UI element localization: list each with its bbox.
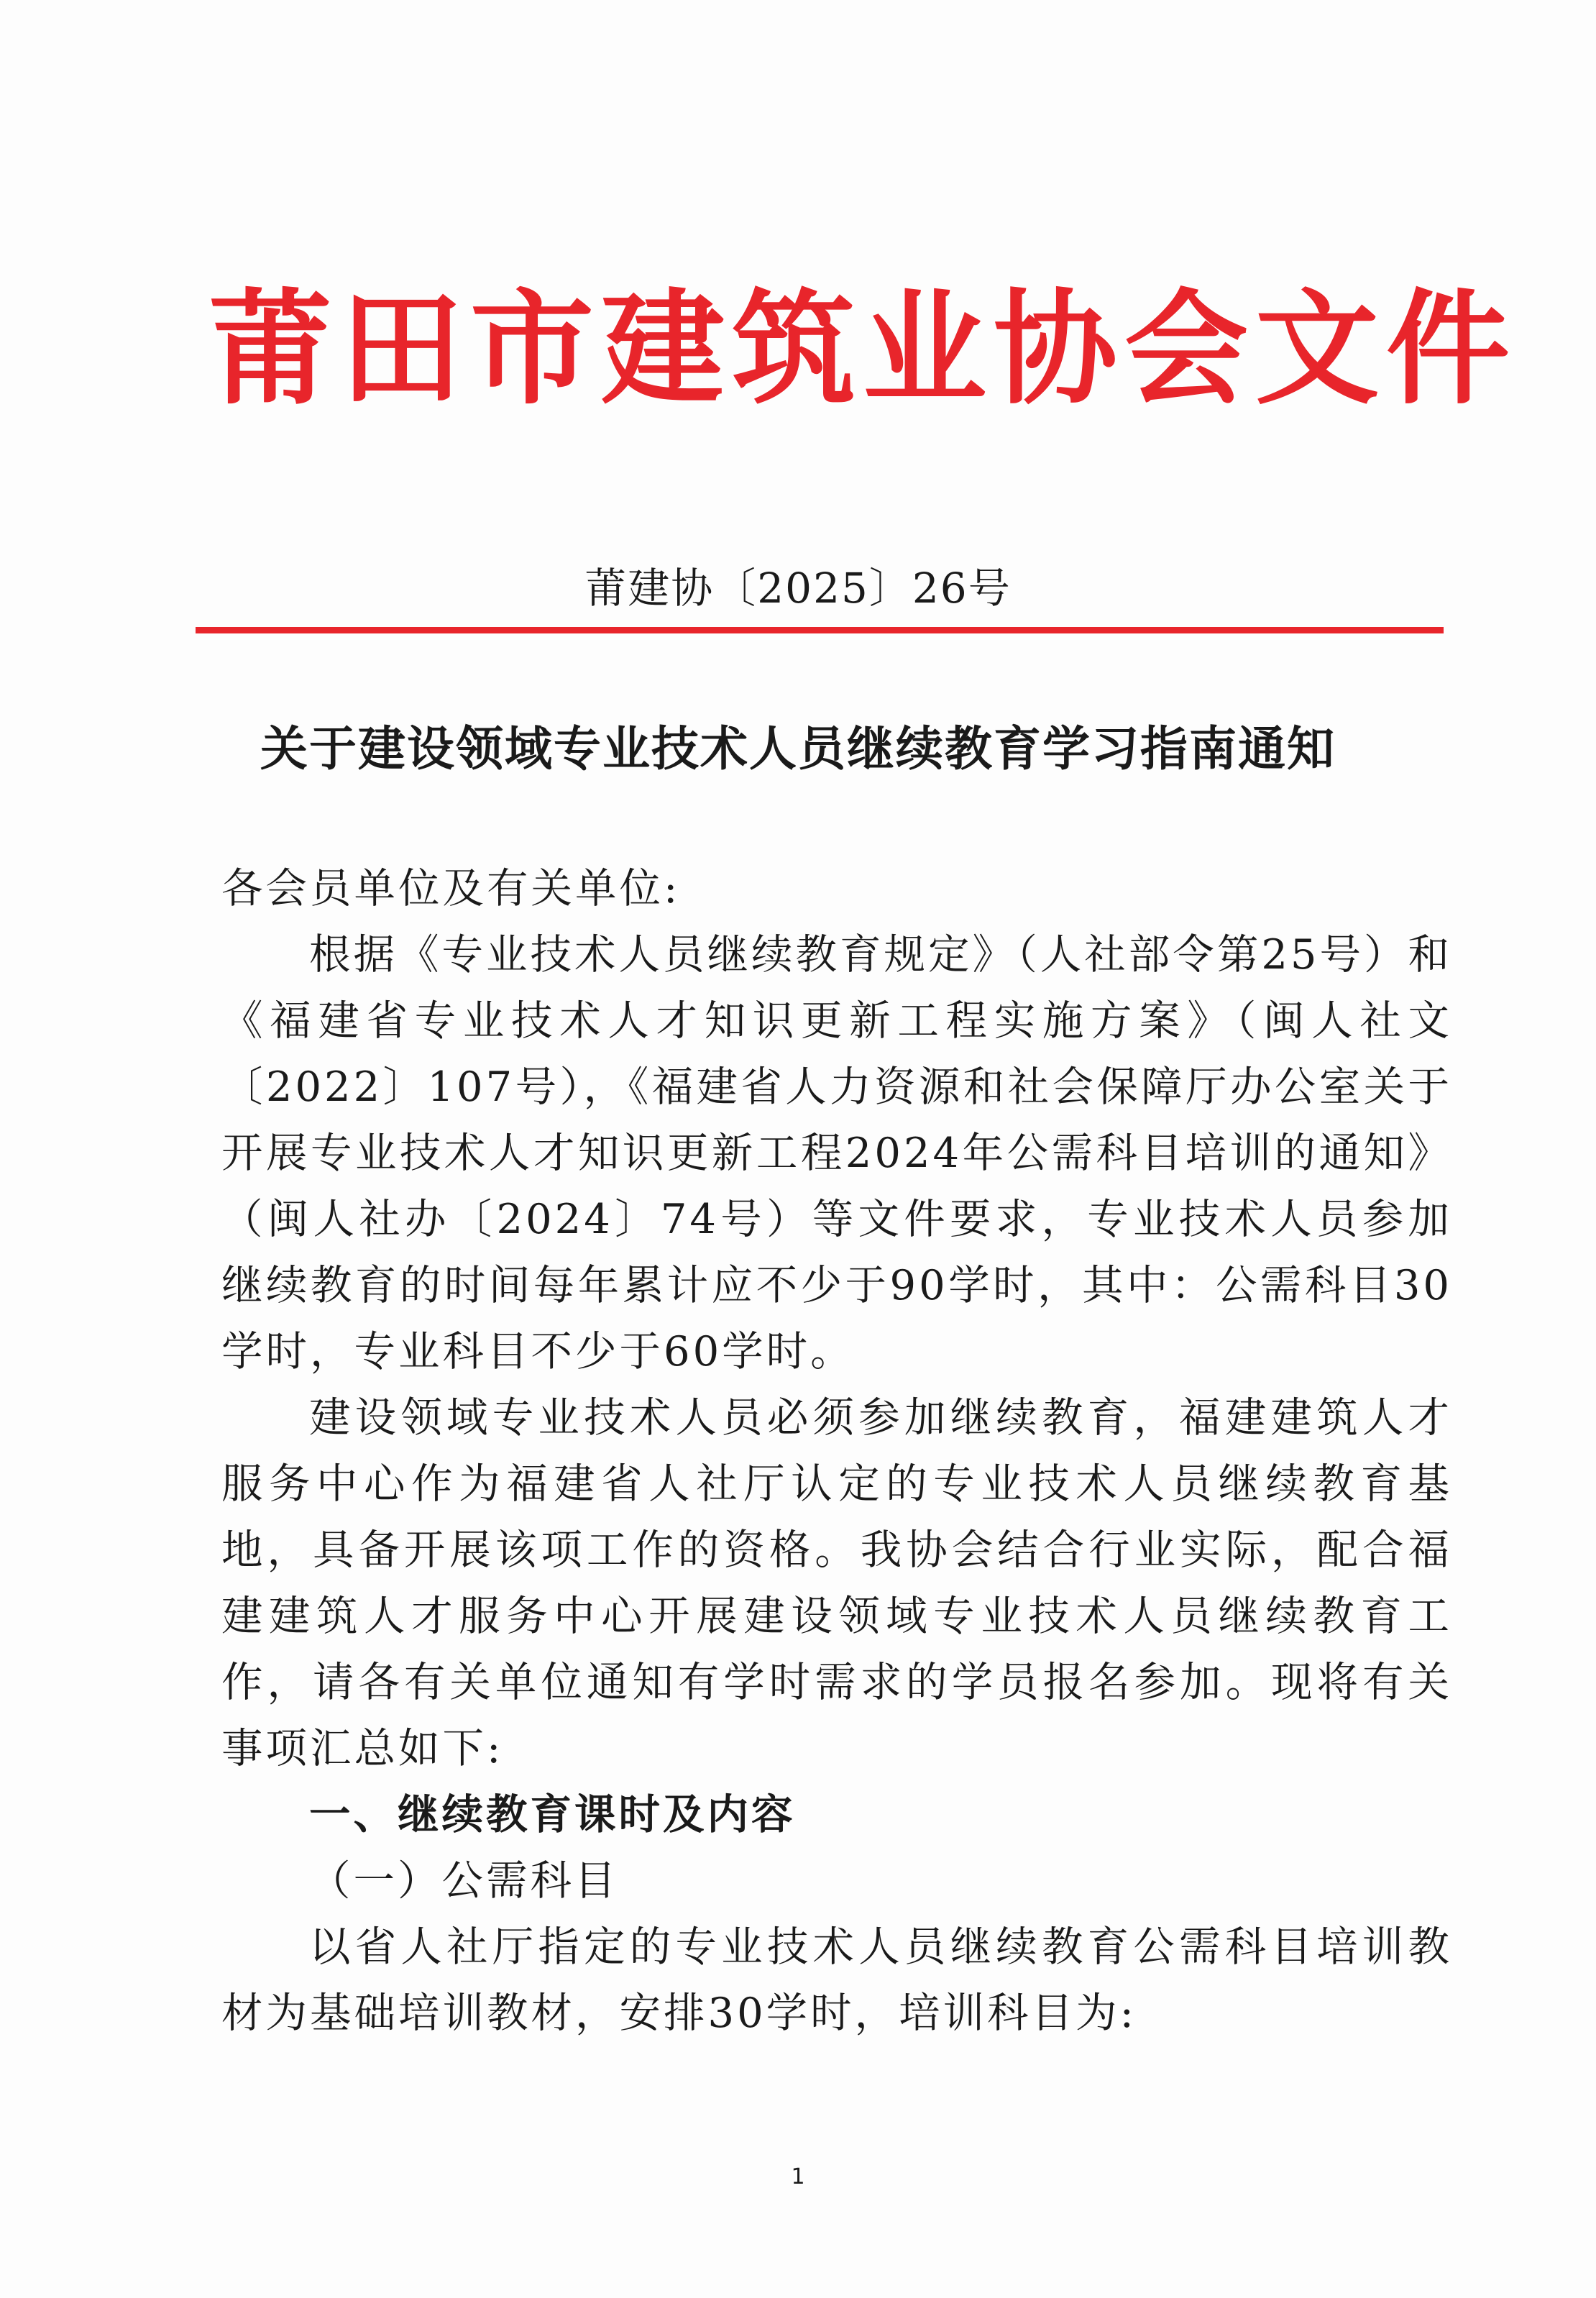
subsection-heading-1: （一）公需科目 (309, 1857, 619, 1905)
red-divider-rule (196, 627, 1444, 633)
document-title: 关于建设领域专业技术人员继续教育学习指南通知 (260, 721, 1336, 777)
body-paragraph-2: 建设领域专业技术人员必须参加继续教育，福建建筑人才服务中心作为福建省人社厅认定的专业技术人员继续教育基地，具备开展该项工作的资格。我协会结合行业实际，配合福建建筑人才服务中心开展建设领域专业技术人员继续教育工作，请各有关单位通知有学时需求的学员报名参加。现将有关事项汇总如下: (221, 1393, 1452, 1772)
section-heading-1: 一、继续教育课时及内容 (309, 1790, 796, 1839)
masthead-title: 莆田市建筑业协会文件 (208, 275, 1517, 421)
salutation: 各会员单位及有关单位: (221, 864, 681, 912)
page-number: 1 (791, 2164, 805, 2189)
document-number: 莆建协〔2025〕26号 (584, 564, 1012, 613)
body-paragraph-3: 以省人社厅指定的专业技术人员继续教育公需科目培训教材为基础培训教材，安排30学时，培训科目为: (221, 1923, 1452, 2037)
document-body (221, 856, 1452, 2046)
body-paragraph-1: 根据《专业技术人员继续教育规定》（人社部令第25号）和《福建省专业技术人才知识更新工程实施方案》（闽人社文〔2022〕107号），《福建省人力资源和社会保障厅办公室关于开展专业技术人才知识更新工程2024年公需科目培训的通知》（闽人社办〔2024〕74号）等文件要求，专业技术人员参加继续教育的时间每年累计应不少于90学时，其中：公需科目30学时，专业科目不少于60学时。 (221, 930, 1452, 1375)
